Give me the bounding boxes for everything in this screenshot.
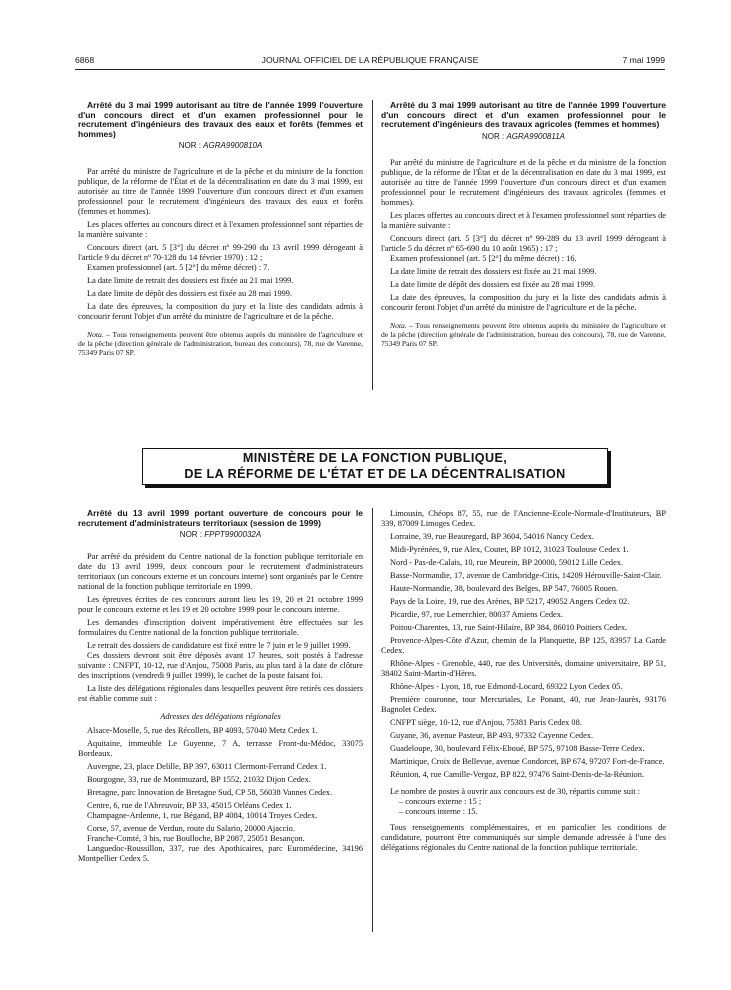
paragraph: Par arrêté du président du Centre national de la fonction publique territoriale en date du 13 avril 1999, deux concours pour le recrutement d'administrateurs territoriaux (un concours externe et un concours interne) sont organisés par le Centre national de la fonction publique territoriale en 1999. xyxy=(78,552,363,592)
list-item: Franche-Comté, 3 bis, rue Boulloche, BP 2087, 25051 Besançon. xyxy=(87,834,305,844)
paragraph: Ces dossiers devront soit être déposés avant 17 heures, soit postés à l'adresse suivante : CNFPT, 10-12, rue d'Anjou, 75008 Paris, au plus tard à la date de clôture des inscriptions (vendredi 9 juillet 1999), le cachet de la poste faisant foi. xyxy=(78,651,363,681)
arrete-right-title: Arrêté du 3 mai 1999 autorisant au titre de l'année 1999 l'ouverture d'un concours direct et d'un examen professionnel pour le recrutement d'ingénieurs des travaux agricoles (femmes et hommes) xyxy=(381,100,666,130)
paragraph: La date limite de dépôt des dossiers est fixée au 28 mai 1999. xyxy=(87,289,293,299)
list-item: Aquitaine, immeuble Le Guyenne, 7 A, terrasse Front-du-Médoc, 33075 Bordeaux. xyxy=(78,739,363,759)
list-item: Languedoc-Roussillon, 337, rue des Apothicaires, parc Euromédecine, 34196 Montpellier Cedex 5. xyxy=(78,844,363,864)
note-label: Nota. xyxy=(87,330,104,340)
nor-label: NOR : xyxy=(481,131,505,141)
list-item: Poitou-Charentes, 13, rue Saint-Hilaire, BP 384, 86010 Poitiers Cedex. xyxy=(390,623,628,632)
postes-intro: Le nombre de postes à ouvrir aux concours est de 30, répartis comme suit : xyxy=(390,787,641,796)
arrete-left xyxy=(78,101,363,357)
list-item: Martinique, Croix de Bellevue, avenue Condorcet, BP 674, 97207 Fort-de-France. xyxy=(390,757,665,766)
nor-code: AGRA9900810A xyxy=(203,141,263,151)
closing-paragraph: Tous renseignements complémentaires, et en particulier les conditions de candidature, pourront être communiqués sur simple demande adressée à l'une des délégations régionales du Centre national de la fonction publique territoriale. xyxy=(381,823,666,852)
nor-label: NOR : xyxy=(179,530,203,540)
list-item: Provence-Alpes-Côte d'Azur, chemin de la Planquette, BP 125, 83957 La Garde Cedex. xyxy=(381,636,666,655)
paragraph: Par arrêté du ministre de l'agriculture et de la pêche et du ministre de la fonction publique, de la réforme de l'État et de la décentralisation en date du 3 mai 1999, est autorisée au titre de l'année 1999 l'ouverture d'un concours direct et d'un examen professionnel pour le recrutement d'ingénieurs des travaux des eaux et forêts (femmes et hommes). xyxy=(78,167,363,217)
list-item: Midi-Pyrénées, 9, rue Alex, Coutet, BP 1012, 31023 Toulouse Cedex 1. xyxy=(390,545,629,554)
list-item: Bourgogne, 33, rue de Montmuzard, BP 1552, 21032 Dijon Cedex. xyxy=(87,775,311,785)
arrete-bottom-left xyxy=(78,509,363,864)
note-text: – Tous renseignements peuvent être obtenus auprès du ministère de l'agriculture et de la pêche (direction générale de l'administration, bureau des concours), 78, rue de Varenne, 75349 Paris 07 SP. xyxy=(78,330,363,358)
paragraph: Examen professionnel (art. 5 [2°] du même décret) : 16. xyxy=(390,253,577,263)
list-item: Auvergne, 23, place Delille, BP 397, 63011 Clermont-Ferrand Cedex 1. xyxy=(87,762,327,772)
list-item: Lorraine, 39, rue Beauregard, BP 3604, 54016 Nancy Cedex. xyxy=(390,532,594,541)
paragraph: La date des épreuves, la composition du jury et la liste des candidats admis à concourir feront l'objet d'un arrêté du ministre de l'agriculture et de la pêche. xyxy=(78,302,363,322)
issue-date: 7 mai 1999 xyxy=(622,55,665,65)
ministry-banner xyxy=(142,448,608,485)
list-item: Corse, 57, avenue de Verdun, route du Salario, 20000 Ajaccio. xyxy=(87,824,295,834)
column-divider xyxy=(372,100,373,390)
list-item: Limousin, Chéops 87, 55, rue de l'Ancienne-Ecole-Normale-d'Instituteurs, BP 339, 87009 Limoges Cedex. xyxy=(381,509,666,528)
list-item: Réunion, 4, rue Camille-Vergoz, BP 822, 97476 Saint-Denis-de-la-Réunion. xyxy=(390,770,644,779)
list-item: Rhône-Alpes - Lyon, 18, rue Edmond-Locard, 69322 Lyon Cedex 05. xyxy=(390,682,623,691)
list-item: Haute-Normandie, 38, boulevard des Belges, BP 547, 76005 Rouen. xyxy=(390,584,618,593)
arrete-bottom-title: Arrêté du 13 avril 1999 portant ouverture de concours pour le recrutement d'administrateurs territoriaux (session de 1999) xyxy=(78,508,363,528)
list-item: Première couronne, tour Mercuriales, Le Ponant, 40, rue Jean-Jaurès, 93176 Bagnolet Cedex. xyxy=(381,695,666,714)
paragraph: Le retrait des dossiers de candidature est fixé entre le 7 juin et le 9 juillet 1999. xyxy=(87,641,351,651)
note xyxy=(78,330,363,357)
list-item: Guadeloupe, 30, boulevard Félix-Eboué, BP 575, 97108 Basse-Terre Cedex. xyxy=(390,744,645,753)
ministry-banner-line1: MINISTÈRE DE LA FONCTION PUBLIQUE, xyxy=(242,451,508,465)
header-rule xyxy=(75,69,665,70)
arrete-bottom-right xyxy=(381,509,666,853)
arrete-right xyxy=(381,101,666,348)
delegations-heading: Adresses des délégations régionales xyxy=(160,712,281,722)
paragraph: Concours direct (art. 5 [3°] du décret nº 99-290 du 13 avril 1999 dérogeant à l'article 9 du décret nº 70-128 du 14 février 1970) : 12 ; xyxy=(78,243,363,263)
list-item: Picardie, 97, rue Lemerchier, 80037 Amiens Cedex. xyxy=(390,610,563,619)
paragraph: Les demandes d'inscription doivent impérativement être effectuées sur les formulaires du Centre national de la fonction publique territoriale. xyxy=(78,618,363,638)
journal-title: JOURNAL OFFICIEL DE LA RÉPUBLIQUE FRANÇAISE xyxy=(261,55,479,65)
arrete-left-title: Arrêté du 3 mai 1999 autorisant au titre de l'année 1999 l'ouverture d'un concours direct et d'un examen professionnel pour le recrutement d'ingénieurs des travaux des eaux et forêts (femmes et hommes) xyxy=(78,100,363,139)
list-item: Nord - Pas-de-Calais, 10, rue Meurein, BP 20000, 59012 Lille Cedex. xyxy=(390,558,624,567)
list-item: Centre, 6, rue de l'Abreuvoir, BP 33, 45015 Orléans Cedex 1. xyxy=(87,801,292,811)
list-item: Champagne-Ardenne, 1, rue Bégand, BP 4084, 10014 Troyes Cedex. xyxy=(87,811,318,821)
list-item: Alsace-Moselle, 5, rue des Récollets, BP 4093, 57040 Metz Cedex 1. xyxy=(87,726,318,736)
list-item: – concours externe : 15 ; xyxy=(399,797,482,806)
nor-code: FPPT9900032A xyxy=(204,530,262,540)
paragraph: Examen professionnel (art. 5 [2°] du même décret) : 7. xyxy=(87,263,270,273)
note-text: – Tous renseignements peuvent être obtenus auprès du ministère de l'agriculture et de la pêche (direction générale de l'administration, bureau des concours), 78, rue de Varenne, 75349 Paris 07 SP. xyxy=(381,320,666,348)
list-item: Rhône-Alpes - Grenoble, 440, rue des Universités, domaine universitaire, BP 51, 38402 Saint-Martin-d'Hères. xyxy=(381,659,666,678)
list-item: Guyane, 36, avenue Pasteur, BP 493, 97332 Cayenne Cedex. xyxy=(390,731,594,740)
page-number: 6868 xyxy=(75,55,95,65)
paragraph: Les places offertes au concours direct et à l'examen professionnel sont réparties de la manière suivante : xyxy=(78,220,363,240)
list-item: – concours interne : 15. xyxy=(399,807,478,816)
paragraph: Les places offertes au concours direct et à l'examen professionnel sont réparties de la manière suivante : xyxy=(381,210,666,230)
nor-label: NOR : xyxy=(178,141,201,151)
paragraph: La date limite de dépôt des dossiers est fixée au 28 mai 1999. xyxy=(390,279,596,289)
list-item: Pays de la Loire, 19, rue des Arènes, BP 5217, 49052 Angers Cedex 02. xyxy=(390,597,630,606)
list-item: CNFPT siège, 10-12, rue d'Anjou, 75381 Paris Cedex 08. xyxy=(390,718,582,727)
list-item: Basse-Normandie, 17, avenue de Cambridge-Citis, 14209 Hérouville-Saint-Clair. xyxy=(390,571,662,580)
list-item: Bretagne, parc Innovation de Bretagne Sud, CP 58, 56038 Vannes Cedex. xyxy=(87,788,333,798)
nor-code: AGRA9900811A xyxy=(506,131,566,141)
running-header xyxy=(75,55,665,67)
paragraph: La date limite de retrait des dossiers est fixée au 21 mai 1999. xyxy=(87,276,294,286)
arrete-right-nor xyxy=(381,132,666,142)
paragraph: Concours direct (art. 5 [3°] du décret nº 99-289 du 13 avril 1999 dérogeant à l'article 5 du décret nº 65-690 du 10 août 1965) : 17 ; xyxy=(381,233,666,253)
ministry-banner-line2: DE LA RÉFORME DE L'ÉTAT ET DE LA DÉCENTRALISATION xyxy=(184,467,566,481)
paragraph: La date limite de retrait des dossiers est fixée au 21 mai 1999. xyxy=(390,266,597,276)
paragraph: La liste des délégations régionales dans lesquelles peuvent être retirés ces dossiers est établie comme suit : xyxy=(78,684,363,704)
column-divider xyxy=(372,508,373,932)
note-label: Nota. xyxy=(390,320,407,330)
paragraph: Par arrêté du ministre de l'agriculture et de la pêche et du ministre de la fonction publique, de la réforme de l'État et de la décentralisation en date du 3 mai 1999, est autorisée au titre de l'année 1999 l'ouverture d'un concours direct et d'un examen professionnel pour le recrutement d'ingénieurs des travaux agricoles (femmes et hommes). xyxy=(381,157,666,207)
arrete-left-nor xyxy=(78,141,363,151)
arrete-bottom-nor xyxy=(78,530,363,540)
note xyxy=(381,321,666,348)
paragraph: La date des épreuves, la composition du jury et la liste des candidats admis à concourir feront l'objet d'un arrêté du ministre de l'agriculture et de la pêche. xyxy=(381,292,666,312)
paragraph: Les épreuves écrites de ces concours auront lieu les 19, 20 et 21 octobre 1999 pour le concours externe et les 19 et 20 octobre 1999 pour le concours interne. xyxy=(78,595,363,615)
